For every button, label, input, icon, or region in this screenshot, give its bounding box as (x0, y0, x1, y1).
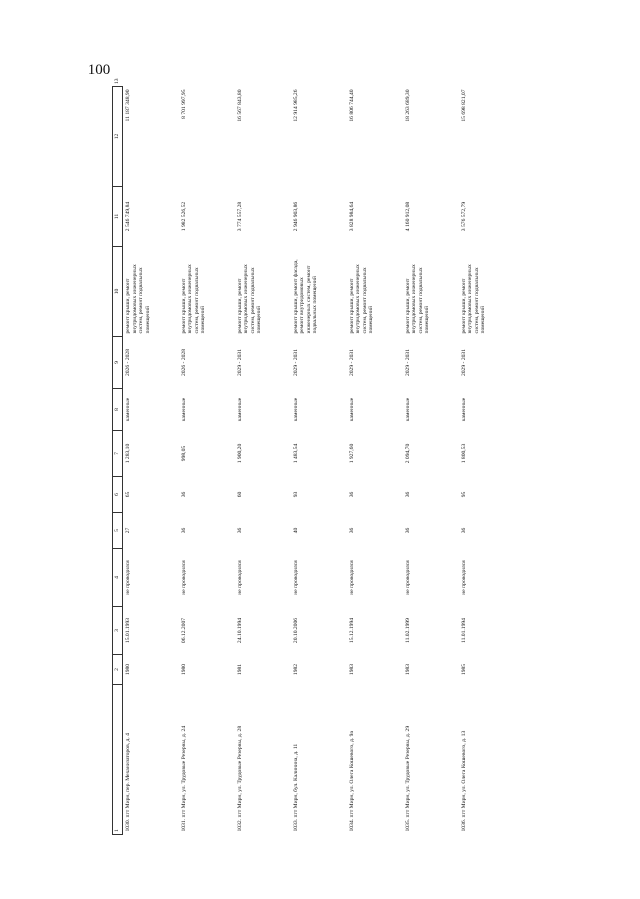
cost-cell: 2 546 749,84 (125, 201, 131, 232)
page-number: 100 (87, 62, 111, 78)
material-cell: каменные (348, 397, 355, 422)
address: пгт Мирн, ул. Трудовые Резервы, д. 24 (180, 725, 187, 818)
column-6-cell: 36 (404, 527, 411, 534)
total-cell: 12 914 985,26 (292, 89, 299, 122)
row-number-cell (179, 685, 235, 835)
address: пгт Мирн, ул. Трудовые Резервы, д. 28 (236, 725, 243, 818)
works-cell: ремонт крыши, ремонт фасада, ремонт внутридомовых инженерных систем, ремонт подвальных помещений (292, 259, 319, 334)
area-cell: 1 800,53 (460, 443, 467, 464)
total-cell: 18 263 689,30 (404, 89, 411, 122)
period-cell: 2029 - 2031 (404, 348, 411, 377)
column-6-cell: 36 (460, 527, 467, 534)
header-cell: 11 (113, 187, 123, 247)
address: пгт Мирн, пер. Механизаторов, д. 4 (125, 733, 131, 818)
build-year-cell: 1980 (180, 663, 187, 676)
works-cell: ремонт крыши, ремонт внутридомовых инженерных систем, ремонт подвальных помещений (348, 264, 375, 334)
total-cell: 8 701 997,95 (180, 89, 187, 119)
period-cell: 2029 - 2031 (348, 348, 355, 377)
capital-repair-table (112, 78, 515, 835)
status-cell: не проводился (236, 560, 243, 595)
row-number: 1034. (348, 818, 355, 832)
column-7-cell: 36 (404, 491, 411, 498)
date-cell: 15.12.1994 (348, 617, 355, 644)
status-cell: не проводился (292, 560, 299, 595)
row-number-cell (291, 685, 347, 835)
column-7-cell: 93 (292, 491, 299, 498)
works-cell: ремонт крыши, ремонт внутридомовых инженерных систем, ремонт подвальных помещений (236, 264, 263, 334)
cost-cell: 3 774 557,28 (236, 201, 243, 232)
total-cell: 16 806 744,40 (348, 89, 355, 122)
status-cell: не проводился (404, 560, 411, 595)
address: пгт Мирн, ул. Олега Кошевого, д. 13 (460, 730, 467, 818)
row-number: 1036. (460, 818, 467, 832)
works-cell: ремонт крыши, ремонт внутридомовых инженерных систем, ремонт подвальных помещений (125, 264, 151, 334)
column-7-cell: 36 (348, 491, 355, 498)
material-cell: каменные (180, 397, 187, 422)
table-row (403, 87, 459, 835)
row-number-cell (235, 685, 291, 835)
build-year-cell: 1982 (292, 663, 299, 676)
period-cell: 2029 - 2031 (460, 348, 467, 377)
header-cell: 7 (113, 431, 123, 477)
material-cell: каменные (125, 397, 131, 422)
cost-cell: 3 828 984,64 (348, 201, 355, 232)
cost-cell: 3 576 572,79 (460, 201, 467, 232)
build-year-cell: 1983 (348, 663, 355, 676)
area-cell: 1 927,60 (348, 443, 355, 464)
cost-cell: 2 946 903,86 (292, 201, 299, 232)
rotated-table-container (112, 78, 532, 835)
works-cell: ремонт крыши, ремонт внутридомовых инженерных систем, ремонт подвальных помещений (180, 264, 207, 334)
column-6-cell: 36 (236, 527, 243, 534)
table-row (291, 87, 347, 835)
row-number-cell (403, 685, 459, 835)
table-row (179, 87, 235, 835)
material-cell: каменные (292, 397, 299, 422)
header-cell: 9 (113, 337, 123, 389)
row-number: 1033. (292, 818, 299, 832)
area-cell: 1 283,10 (125, 443, 131, 464)
header-cell: 12 (113, 87, 123, 187)
period-cell: 2026 - 2028 (180, 348, 187, 377)
row-number-cell (123, 685, 179, 835)
material-cell: каменные (236, 397, 243, 422)
row-number: 1032. (236, 818, 243, 832)
date-cell: 06.12.2007 (180, 617, 187, 644)
column-6-cell: 27 (125, 527, 131, 534)
header-cell: 3 (113, 607, 123, 655)
column-6-cell: 36 (348, 527, 355, 534)
header-cell: 10 (113, 247, 123, 337)
column-7-cell: 60 (236, 491, 243, 498)
column-7-cell: 95 (460, 491, 467, 498)
status-cell: не проводился (125, 560, 131, 595)
works-cell: ремонт крыши, ремонт внутридомовых инженерных систем, ремонт подвальных помещений (404, 264, 431, 334)
date-cell: 24.10.1994 (236, 617, 243, 644)
row-number: 1030. (125, 818, 131, 832)
row-number: 1035. (404, 818, 411, 832)
date-cell: 20.10.2006 (292, 617, 299, 644)
row-number: 1031. (180, 818, 187, 832)
material-cell: каменные (404, 397, 411, 422)
header-cell: 1 (113, 685, 123, 835)
status-cell: не проводился (180, 560, 187, 595)
build-year-cell: 1985 (460, 663, 467, 676)
build-year-cell: 1980 (125, 663, 131, 676)
header-cell: 8 (113, 389, 123, 431)
table-row (347, 87, 403, 835)
column-7-cell: 65 (125, 491, 131, 498)
date-cell: 11.02.1999 (404, 618, 411, 643)
period-cell: 2026 - 2028 (125, 348, 131, 377)
total-cell: 11 187 348,90 (125, 89, 131, 122)
build-year-cell: 1983 (404, 663, 411, 676)
area-cell: 1 900,20 (236, 443, 243, 464)
row-number-cell (459, 685, 515, 835)
date-cell: 15.01.1993 (125, 617, 131, 644)
build-year-cell: 1981 (236, 663, 243, 676)
header-cell: 2 (113, 655, 123, 685)
cost-cell: 4 160 912,08 (404, 201, 411, 232)
period-cell: 2029 - 2031 (236, 348, 243, 377)
header-cell: 5 (113, 513, 123, 549)
column-7-cell: 36 (180, 491, 187, 498)
total-cell: 16 567 843,80 (236, 89, 243, 122)
header-row: 1 2 3 4 5 6 7 8 9 10 11 12 13 (113, 87, 123, 835)
table-body (123, 87, 515, 835)
column-6-cell: 36 (180, 527, 187, 534)
status-cell: не проводился (348, 560, 355, 595)
area-cell: 2 094,70 (404, 443, 411, 464)
period-cell: 2029 - 2031 (292, 348, 299, 377)
total-cell: 15 698 821,07 (460, 89, 467, 122)
works-cell: ремонт крыши, ремонт внутридомовых инженерных систем, ремонт подвальных помещений (460, 264, 487, 334)
address: пгт Мирн, бул. Калинина, д. 11 (292, 743, 299, 818)
material-cell: каменные (460, 397, 467, 422)
header-cell: 6 (113, 477, 123, 513)
table-row (235, 87, 291, 835)
cost-cell: 1 982 526,52 (180, 201, 187, 232)
address: пгт Мирн, ул. Трудовые Резервы, д. 29 (404, 725, 411, 818)
header-cell: 4 (113, 549, 123, 607)
table-row (123, 87, 179, 835)
area-cell: 1 483,54 (292, 443, 299, 464)
table-row (459, 87, 515, 835)
date-cell: 11.01.1994 (460, 618, 467, 643)
row-number-cell (347, 685, 403, 835)
column-6-cell: 40 (292, 527, 299, 534)
status-cell: не проводился (460, 560, 467, 595)
address: пгт Мирн, ул. Олега Кошевого, д. 9а (348, 731, 355, 818)
area-cell: 998,05 (180, 445, 187, 462)
